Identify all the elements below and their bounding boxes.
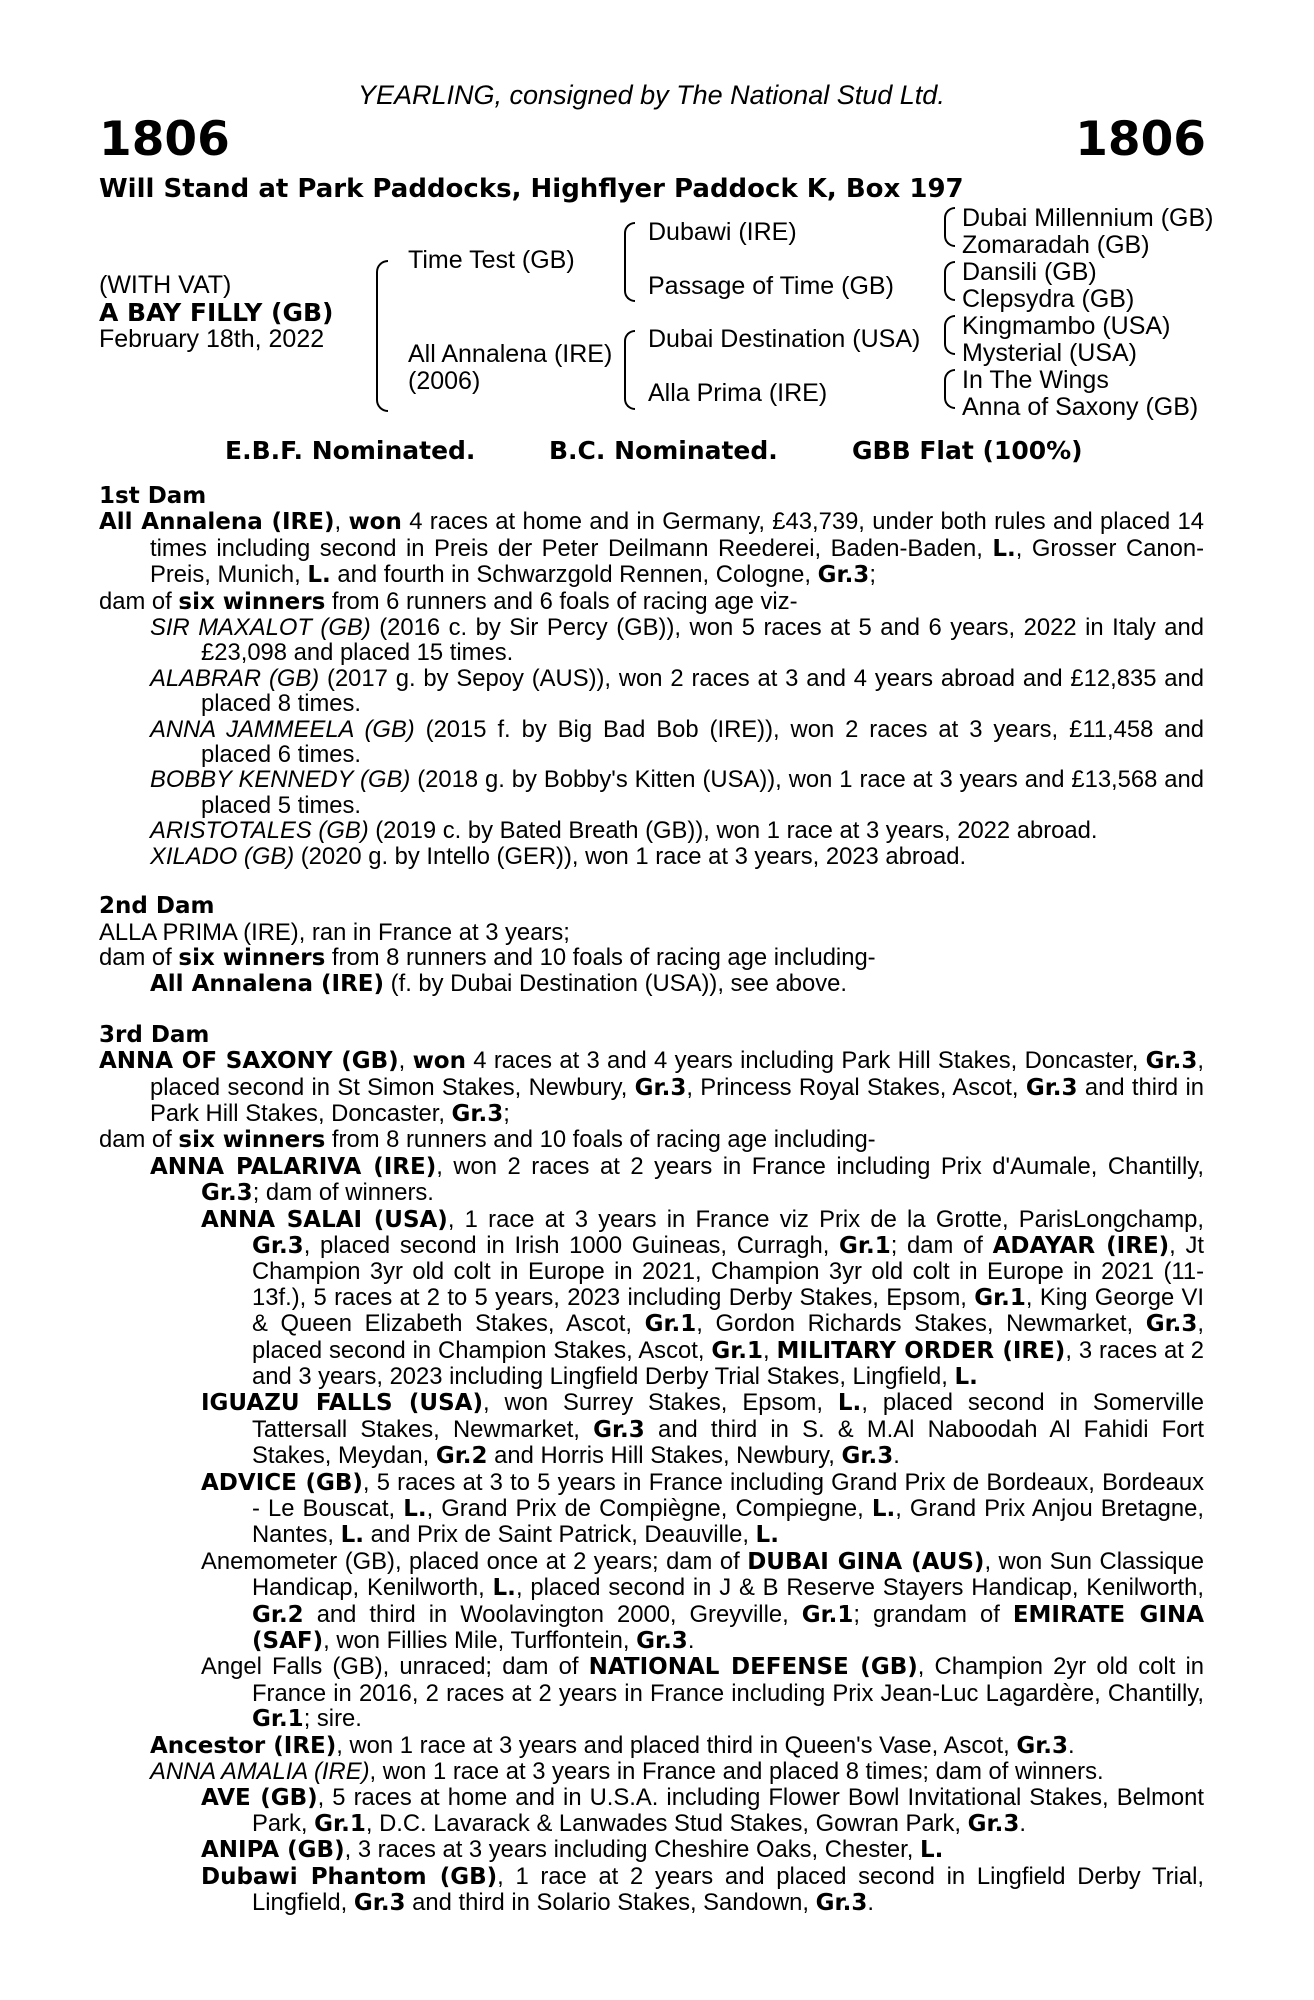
bracket (944, 315, 955, 355)
sire-sire: Dubawi (IRE) (648, 218, 797, 246)
vat-note: (WITH VAT) (99, 271, 232, 299)
lot-number-left: 1806 (99, 112, 230, 167)
progeny-entry: Anemometer (GB), placed once at 2 years; dam of DUBAI GINA (AUS), won Sun Classique Handicap, Kenilworth, L., placed second in J & B Reserve Stayers Handicap, Kenilworth, Gr.2 and third in Woolavington 2000, Greyville, Gr.1; grandam of EMIRATE GINA (SAF), won Fillies Mile, Turffontein, Gr.3. (201, 1547, 1205, 1655)
stand-location: Will Stand at Park Paddocks, Highflyer Paddock K, Box 197 (99, 174, 964, 204)
progeny-entry: IGUAZU FALLS (USA), won Surrey Stakes, Epsom, L., placed second in Somerville Tattersall Stakes, Newmarket, Gr.3 and third in S. & M.Al Naboodah Al Fahidi Fort Stakes, Meydan, Gr.2 and Horris Hill Stakes, Newbury, Gr.3. (201, 1389, 1205, 1470)
gbb-flat: GBB Flat (100%) (852, 436, 1083, 465)
second-dam-entry: ALLA PRIMA (IRE), ran in France at 3 years; (99, 918, 570, 946)
progeny-entry: ANIPA (GB), 3 races at 3 years including Cheshire Oaks, Chester, L. (201, 1836, 944, 1864)
ebf-nomination: E.B.F. Nominated. (225, 436, 476, 465)
first-dam-record: dam of six winners from 6 runners and 6 foals of racing age viz- (99, 587, 798, 615)
lot-number-right: 1806 (1075, 112, 1206, 167)
progeny-entry: ANNA AMALIA (IRE), won 1 race at 3 years in France and placed 8 times; dam of winners. (150, 1758, 1104, 1786)
third-dam-record: dam of six winners from 8 runners and 10 foals of racing age including- (99, 1126, 876, 1154)
progeny-entry: Ancestor (IRE), won 1 race at 3 years and placed third in Queen's Vase, Ascot, Gr.3. (150, 1731, 1075, 1759)
third-dam-heading: 3rd Dam (99, 1021, 210, 1048)
progeny-entry: BOBBY KENNEDY (GB) (2018 g. by Bobby's Kitten (USA)), won 1 race at 3 years and £13,568 and placed 5 times. (150, 766, 1205, 819)
consignment-line: YEARLING, consigned by The National Stud Ltd. (358, 80, 945, 110)
sd-sire: Dansili (GB) (962, 258, 1097, 286)
second-dam-record: dam of six winners from 8 runners and 10 foals of racing age including- (99, 943, 876, 971)
progeny-entry: ANNA SALAI (USA), 1 race at 3 years in France viz Prix de la Grotte, ParisLongchamp, Gr.3, placed second in Irish 1000 Guineas, Curragh, Gr.1; dam of ADAYAR (IRE), Jt Champion 3yr old colt in Europe in 2021, Champion 3yr old colt in Europe in 2021 (11-13f.), 5 races at 2 to 5 years, 2023 including Derby Stakes, Epsom, Gr.1, King George VI & Queen Elizabeth Stakes, Ascot, Gr.1, Gordon Richards Stakes, Newmarket, Gr.3, placed second in Champion Stakes, Ascot, Gr.1, MILITARY ORDER (IRE), 3 races at 2 and 3 years, 2023 including Lingfield Derby Trial Stakes, Lingfield, L. (201, 1205, 1205, 1390)
ss-dam: Zomaradah (GB) (962, 231, 1150, 259)
dam-dam: Alla Prima (IRE) (648, 379, 828, 407)
sire: Time Test (GB) (408, 246, 575, 274)
third-dam-entry: ANNA OF SAXONY (GB), won 4 races at 3 and 4 years including Park Hill Stakes, Doncaster, Gr.3, placed second in St Simon Stakes, Newbury, Gr.3, Princess Royal Stakes, Ascot, Gr.3 and third in Park Hill Stakes, Doncaster, Gr.3; (99, 1047, 1205, 1127)
dd-sire: In The Wings (962, 366, 1109, 394)
catalogue-body (99, 484, 1204, 1917)
ds-dam: Mysterial (USA) (962, 339, 1138, 367)
dam: All Annalena (IRE) (408, 340, 613, 368)
progeny-entry: All Annalena (IRE) (f. by Dubai Destination (USA)), see above. (150, 970, 847, 998)
first-dam-heading: 1st Dam (99, 483, 207, 509)
dd-dam: Anna of Saxony (GB) (962, 393, 1199, 421)
progeny-entry: ALABRAR (GB) (2017 g. by Sepoy (AUS)), won 2 races at 3 and 4 years abroad and £12,835 and placed 8 times. (150, 664, 1204, 718)
bracket (944, 369, 955, 409)
progeny-entry: SIR MAXALOT (GB) (2016 c. by Sir Percy (GB)), won 5 races at 5 and 6 years, 2022 in Italy and £23,098 and placed 15 times. (150, 614, 1204, 667)
sd-dam: Clepsydra (GB) (962, 285, 1135, 313)
ss-sire: Dubai Millennium (GB) (962, 204, 1214, 232)
dam-sire: Dubai Destination (USA) (648, 325, 921, 353)
progeny-entry: AVE (GB), 5 races at home and in U.S.A. including Flower Bowl Invitational Stakes, Belmont Park, Gr.1, D.C. Lavarack & Lanwades Stud Stakes, Gowran Park, Gr.3. (201, 1783, 1204, 1837)
bracket (624, 330, 635, 410)
progeny-entry: Angel Falls (GB), unraced; dam of NATIONAL DEFENSE (GB), Champion 2yr old colt in France in 2016, 2 races at 2 years in France including Prix Jean-Luc Lagardère, Chantilly, Gr.1; sire. (201, 1653, 1205, 1733)
foaling-date: February 18th, 2022 (99, 325, 325, 353)
bracket (944, 207, 955, 247)
bracket (944, 261, 955, 301)
dam-year: (2006) (408, 367, 481, 395)
progeny-entry: ANNA PALARIVA (IRE), won 2 races at 2 years in France including Prix d'Aumale, Chantilly, Gr.3; dam of winners. (150, 1152, 1204, 1207)
progeny-entry: ARISTOTALES (GB) (2019 c. by Bated Breath (GB)), won 1 race at 3 years, 2022 abroad. (150, 817, 1098, 845)
bc-nomination: B.C. Nominated. (549, 436, 778, 465)
progeny-entry: XILADO (GB) (2020 g. by Intello (GER)), won 1 race at 3 years, 2023 abroad. (150, 842, 967, 870)
horse-name: A BAY FILLY (GB) (99, 298, 334, 327)
bracket (624, 222, 635, 302)
first-dam-entry: All Annalena (IRE), won 4 races at home and in Germany, £43,739, under both rules and placed 14 times including second in Preis der Peter Deilmann Reederei, Baden-Baden, L., Grosser Canon-Preis, Munich, L. and fourth in Schwarzgold Rennen, Cologne, Gr.3; (99, 508, 1204, 589)
ds-sire: Kingmambo (USA) (962, 312, 1171, 340)
progeny-entry: ADVICE (GB), 5 races at 3 to 5 years in France including Grand Prix de Bordeaux, Bordeaux - Le Bouscat, L., Grand Prix de Compiègne, Compiegne, L., Grand Prix Anjou Bretagne, Nantes, L. and Prix de Saint Patrick, Deauville, L. (201, 1468, 1204, 1549)
sire-dam: Passage of Time (GB) (648, 272, 894, 300)
progeny-entry: ANNA JAMMEELA (GB) (2015 f. by Big Bad Bob (IRE)), won 2 races at 3 years, £11,458 and placed 6 times. (150, 715, 1204, 769)
progeny-entry: Dubawi Phantom (GB), 1 race at 2 years and placed second in Lingfield Derby Trial, Lingfield, Gr.3 and third in Solario Stakes, Sandown, Gr.3. (201, 1862, 1204, 1917)
bracket (376, 260, 388, 412)
second-dam-heading: 2nd Dam (99, 893, 215, 920)
